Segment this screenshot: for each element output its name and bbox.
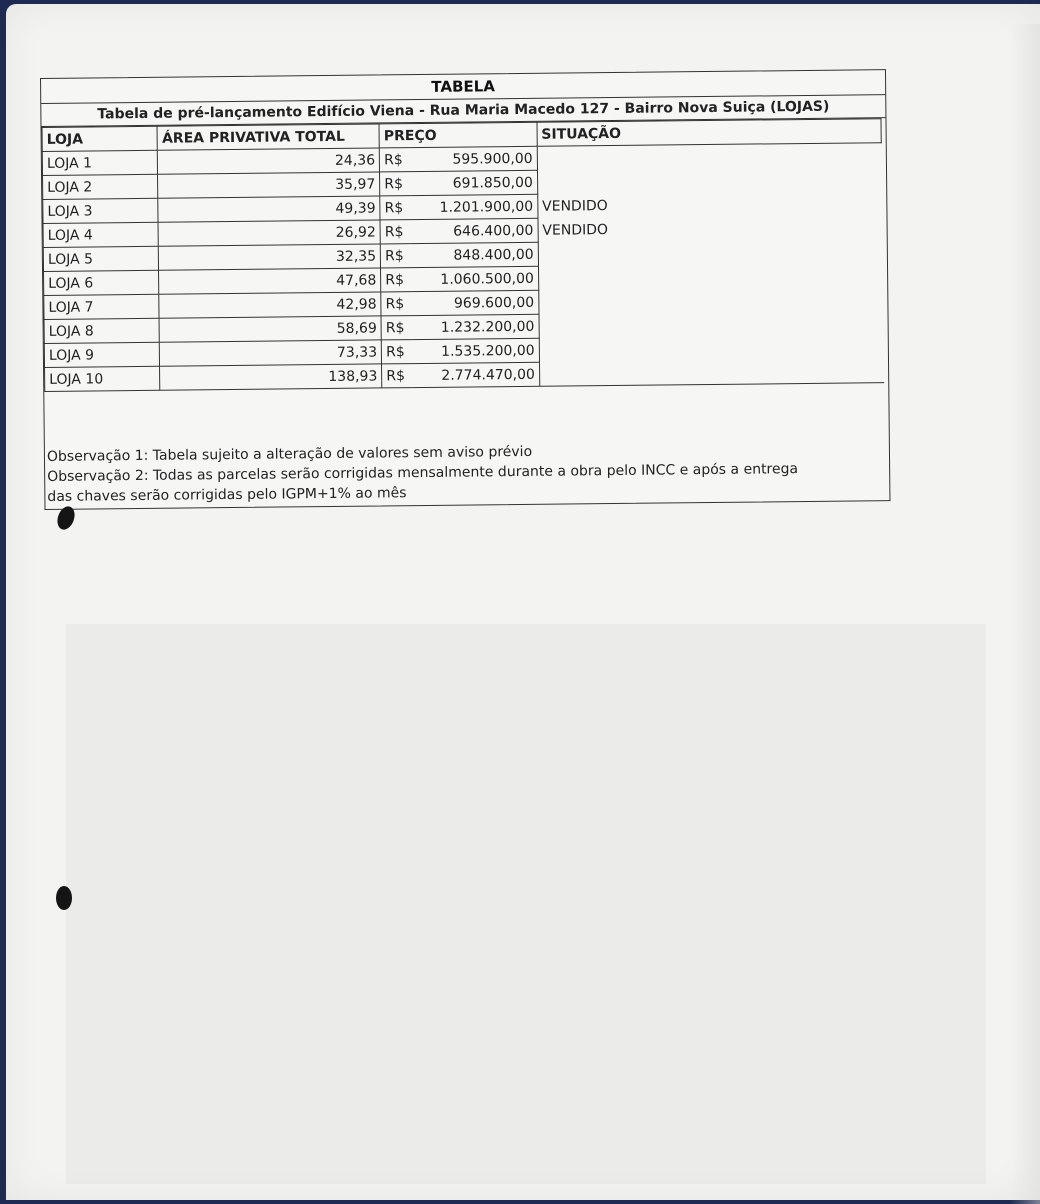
cell-price: 1.232.200,00 xyxy=(412,314,539,339)
table-title: TABELA xyxy=(41,70,885,104)
cell-price: 969.600,00 xyxy=(412,290,539,315)
header-preco: PREÇO xyxy=(379,122,537,148)
cell-area: 138,93 xyxy=(160,364,382,390)
cell-currency: R$ xyxy=(380,244,411,268)
cell-loja: LOJA 10 xyxy=(45,366,161,391)
cell-price: 691.850,00 xyxy=(410,170,537,195)
note-1: Observação 1: Tabela sujeito a alteração de valores sem aviso prévio xyxy=(46,443,533,465)
notes-block xyxy=(47,438,888,507)
note-3: das chaves serão corrigidas pelo IGPM+1% ao mês xyxy=(47,485,407,505)
cell-area: 73,33 xyxy=(160,340,382,366)
cell-area: 26,92 xyxy=(158,220,380,246)
cell-loja: LOJA 8 xyxy=(44,318,160,343)
cell-loja: LOJA 6 xyxy=(44,270,160,295)
cell-status xyxy=(538,263,882,291)
cell-loja: LOJA 7 xyxy=(44,294,160,319)
cell-area: 58,69 xyxy=(159,316,381,342)
cell-area: 49,39 xyxy=(158,196,380,222)
cell-loja: LOJA 2 xyxy=(43,174,159,199)
cell-status: VENDIDO xyxy=(537,191,881,219)
cell-price: 595.900,00 xyxy=(410,146,537,171)
cell-area: 35,97 xyxy=(158,172,380,198)
cell-status: VENDIDO xyxy=(538,215,882,243)
cell-currency: R$ xyxy=(381,340,412,364)
cell-loja: LOJA 1 xyxy=(42,150,158,175)
cell-currency: R$ xyxy=(380,196,411,220)
cell-status xyxy=(538,239,882,267)
table-subtitle: Tabela de pré-lançamento Edifício Viena - Rua Maria Macedo 127 - Bairro Nova Suiça (LOJAS) xyxy=(41,95,885,127)
cell-loja: LOJA 9 xyxy=(44,342,160,367)
cell-currency: R$ xyxy=(382,364,413,388)
bleed-through-area xyxy=(66,624,986,1184)
cell-currency: R$ xyxy=(381,316,412,340)
header-area: ÁREA PRIVATIVA TOTAL xyxy=(157,124,379,150)
note-2: Observação 2: Todas as parcelas serão corrigidas mensalmente durante a obra pelo INCC e após a entrega xyxy=(47,461,799,485)
cell-status xyxy=(537,143,881,171)
cell-loja: LOJA 3 xyxy=(43,198,159,223)
cell-area: 32,35 xyxy=(159,244,381,270)
price-table xyxy=(42,118,885,392)
cell-area: 47,68 xyxy=(159,268,381,294)
cell-currency: R$ xyxy=(380,220,411,244)
cell-price: 1.060.500,00 xyxy=(411,266,538,291)
cell-status xyxy=(539,287,883,315)
cell-status xyxy=(539,311,883,339)
price-table-frame xyxy=(40,69,890,510)
header-situacao: SITUAÇÃO xyxy=(537,119,881,147)
cell-price: 2.774.470,00 xyxy=(412,362,539,387)
cell-status xyxy=(539,335,883,363)
cell-currency: R$ xyxy=(380,172,411,196)
cell-status xyxy=(539,359,883,387)
cell-area: 24,36 xyxy=(158,148,380,174)
cell-currency: R$ xyxy=(379,148,410,172)
cell-loja: LOJA 4 xyxy=(43,222,159,247)
cell-price: 646.400,00 xyxy=(411,218,538,243)
cell-price: 1.201.900,00 xyxy=(411,194,538,219)
cell-loja: LOJA 5 xyxy=(43,246,159,271)
cell-currency: R$ xyxy=(381,292,412,316)
cell-price: 1.535.200,00 xyxy=(412,338,539,363)
paper-sheet xyxy=(6,4,1040,1200)
punch-hole-icon xyxy=(56,886,72,910)
cell-price: 848.400,00 xyxy=(411,242,538,267)
cell-currency: R$ xyxy=(381,268,412,292)
cell-status xyxy=(537,167,881,195)
header-loja: LOJA xyxy=(42,126,158,151)
page-edge-shadow xyxy=(1010,24,1040,1204)
cell-area: 42,98 xyxy=(159,292,381,318)
